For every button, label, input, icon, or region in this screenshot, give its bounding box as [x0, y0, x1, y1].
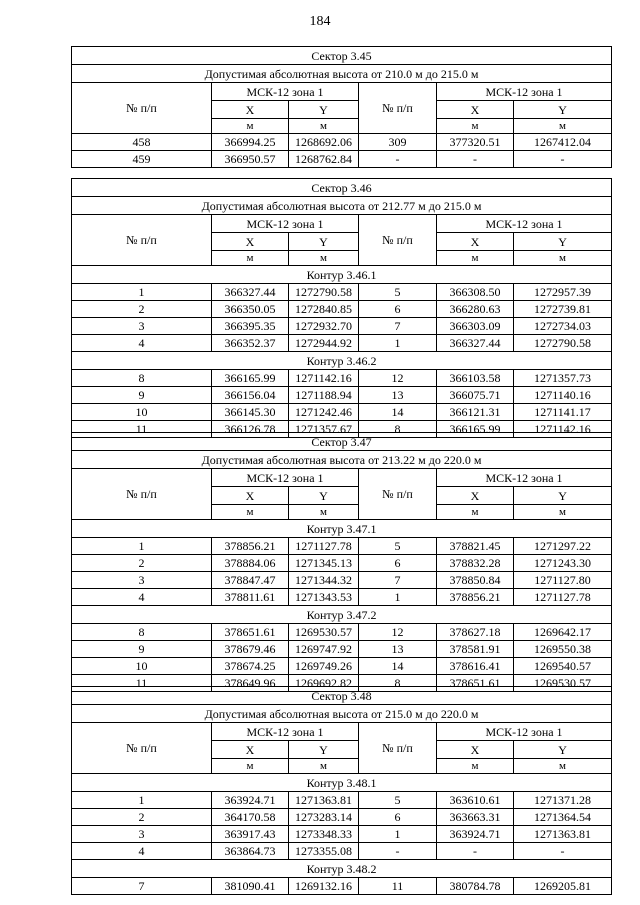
col-header-x: X — [212, 741, 289, 759]
point-number: 1 — [359, 589, 437, 606]
unit-label: м — [437, 119, 514, 134]
coord-x: 366950.57 — [212, 151, 289, 168]
point-number: 14 — [359, 658, 437, 675]
point-number: 5 — [359, 792, 437, 809]
point-number: 1 — [359, 826, 437, 843]
unit-label: м — [289, 251, 359, 266]
coord-x: 378627.18 — [437, 624, 514, 641]
contour-label: Контур 3.47.1 — [72, 520, 612, 538]
point-number: 9 — [72, 641, 212, 658]
coord-y: 1269205.81 — [514, 878, 612, 895]
col-header-num: № п/п — [359, 469, 437, 520]
coord-x: 363864.73 — [212, 843, 289, 860]
coord-x: 363917.43 — [212, 826, 289, 843]
point-number: 12 — [359, 624, 437, 641]
point-number: 1 — [72, 538, 212, 555]
table-row — [72, 809, 612, 826]
unit-label: м — [289, 119, 359, 134]
header-row — [72, 83, 612, 101]
coord-y: 1273348.33 — [289, 826, 359, 843]
coord-y: 1271371.28 — [514, 792, 612, 809]
point-number: 8 — [359, 675, 437, 692]
table-row — [72, 843, 612, 860]
coord-x: 366352.37 — [212, 335, 289, 352]
table-row — [72, 589, 612, 606]
point-number: 1 — [72, 792, 212, 809]
coord-y: 1271343.53 — [289, 589, 359, 606]
table-row — [72, 555, 612, 572]
height-range-row — [72, 65, 612, 83]
coord-x: 378856.21 — [437, 589, 514, 606]
unit-label: м — [514, 505, 612, 520]
point-number: 458 — [72, 134, 212, 151]
table-row — [72, 878, 612, 895]
coord-x: 363924.71 — [437, 826, 514, 843]
point-number: 7 — [359, 318, 437, 335]
unit-label: м — [514, 251, 612, 266]
point-number: 459 — [72, 151, 212, 168]
point-number: 3 — [72, 318, 212, 335]
coord-x: 366145.30 — [212, 404, 289, 421]
table-row — [72, 572, 612, 589]
coord-x: 366327.44 — [212, 284, 289, 301]
coord-y: 1273283.14 — [289, 809, 359, 826]
coord-y: 1269550.38 — [514, 641, 612, 658]
unit-label: м — [437, 251, 514, 266]
coord-y: - — [514, 151, 612, 168]
header-row — [72, 723, 612, 741]
coord-x: 378821.45 — [437, 538, 514, 555]
coord-y: 1271357.73 — [514, 370, 612, 387]
sector-title-row — [72, 687, 612, 705]
coord-y: 1268762.84 — [289, 151, 359, 168]
coord-y: 1268692.06 — [289, 134, 359, 151]
col-header-x: X — [212, 233, 289, 251]
sector-table — [71, 178, 612, 438]
header-row — [72, 215, 612, 233]
coord-y: 1271242.46 — [289, 404, 359, 421]
coord-x: 378832.28 — [437, 555, 514, 572]
unit-label: м — [514, 119, 612, 134]
point-number: 12 — [359, 370, 437, 387]
col-header-y: Y — [289, 233, 359, 251]
header-row — [72, 469, 612, 487]
table-row — [72, 641, 612, 658]
col-header-y: Y — [514, 487, 612, 505]
coord-y: 1271297.22 — [514, 538, 612, 555]
point-number: 1 — [72, 284, 212, 301]
coord-x: 378847.47 — [212, 572, 289, 589]
point-number: 309 — [359, 134, 437, 151]
coord-x: 378651.61 — [212, 624, 289, 641]
point-number: 11 — [72, 675, 212, 692]
coord-x: 366126.78 — [212, 421, 289, 438]
height-range-row — [72, 451, 612, 469]
crs-label: МСК-12 зона 1 — [212, 469, 359, 487]
col-header-num: № п/п — [72, 469, 212, 520]
point-number: 8 — [72, 624, 212, 641]
point-number: 11 — [359, 878, 437, 895]
point-number: 4 — [72, 589, 212, 606]
coord-x: 366327.44 — [437, 335, 514, 352]
col-header-y: Y — [289, 487, 359, 505]
table-row — [72, 792, 612, 809]
point-number: 5 — [359, 284, 437, 301]
sector-title: Сектор 3.47 — [72, 433, 612, 451]
coord-x: 366121.31 — [437, 404, 514, 421]
contour-label: Контур 3.46.1 — [72, 266, 612, 284]
coord-y: 1272739.81 — [514, 301, 612, 318]
point-number: 13 — [359, 387, 437, 404]
table-row — [72, 134, 612, 151]
coord-y: 1272734.03 — [514, 318, 612, 335]
coord-y: 1273355.08 — [289, 843, 359, 860]
coord-y: 1267412.04 — [514, 134, 612, 151]
coord-y: 1271141.17 — [514, 404, 612, 421]
coord-x: 377320.51 — [437, 134, 514, 151]
height-range-row — [72, 197, 612, 215]
crs-label: МСК-12 зона 1 — [437, 723, 612, 741]
coord-y: 1272790.58 — [514, 335, 612, 352]
coord-x: 366303.09 — [437, 318, 514, 335]
point-number: - — [359, 843, 437, 860]
coord-x: 381090.41 — [212, 878, 289, 895]
coord-y: - — [514, 843, 612, 860]
unit-label: м — [437, 759, 514, 774]
crs-label: МСК-12 зона 1 — [437, 469, 612, 487]
coord-y: 1269540.57 — [514, 658, 612, 675]
point-number: 2 — [72, 809, 212, 826]
coord-x: 378581.91 — [437, 641, 514, 658]
coord-y: 1269530.57 — [514, 675, 612, 692]
point-number: 7 — [72, 878, 212, 895]
coord-y: 1272790.58 — [289, 284, 359, 301]
point-number: 6 — [359, 555, 437, 572]
coord-y: 1271127.78 — [289, 538, 359, 555]
unit-label: м — [212, 119, 289, 134]
unit-label: м — [289, 759, 359, 774]
col-header-x: X — [437, 233, 514, 251]
coord-x: - — [437, 843, 514, 860]
col-header-y: Y — [514, 741, 612, 759]
coord-x: 363924.71 — [212, 792, 289, 809]
coord-x: 378651.61 — [437, 675, 514, 692]
unit-label: м — [212, 251, 289, 266]
point-number: 9 — [72, 387, 212, 404]
contour-label: Контур 3.47.2 — [72, 606, 612, 624]
col-header-num: № п/п — [359, 215, 437, 266]
crs-label: МСК-12 зона 1 — [437, 83, 612, 101]
coord-x: 366994.25 — [212, 134, 289, 151]
col-header-num: № п/п — [72, 723, 212, 774]
unit-label: м — [437, 505, 514, 520]
contour-label: Контур 3.48.2 — [72, 860, 612, 878]
coord-x: 378884.06 — [212, 555, 289, 572]
point-number: 3 — [72, 572, 212, 589]
height-range: Допустимая абсолютная высота от 210.0 м до 215.0 м — [72, 65, 612, 83]
coord-y: 1271363.81 — [289, 792, 359, 809]
sector-table — [71, 686, 612, 895]
coord-y: 1271127.80 — [514, 572, 612, 589]
table-row — [72, 301, 612, 318]
page-number: 184 — [309, 14, 331, 29]
col-header-x: X — [437, 741, 514, 759]
coord-x: 366156.04 — [212, 387, 289, 404]
coord-x: 378856.21 — [212, 538, 289, 555]
sector-title-row — [72, 47, 612, 65]
point-number: 7 — [359, 572, 437, 589]
coord-x: 378674.25 — [212, 658, 289, 675]
sector-title: Сектор 3.46 — [72, 179, 612, 197]
contour-row — [72, 774, 612, 792]
coord-x: 363610.61 — [437, 792, 514, 809]
col-header-y: Y — [289, 741, 359, 759]
coord-x: 366103.58 — [437, 370, 514, 387]
sector-title: Сектор 3.45 — [72, 47, 612, 65]
coord-y: 1271364.54 — [514, 809, 612, 826]
point-number: 2 — [72, 301, 212, 318]
coord-y: 1272840.85 — [289, 301, 359, 318]
point-number: 11 — [72, 421, 212, 438]
point-number: - — [359, 151, 437, 168]
height-range: Допустимая абсолютная высота от 215.0 м до 220.0 м — [72, 705, 612, 723]
table-row — [72, 826, 612, 843]
col-header-y: Y — [514, 233, 612, 251]
crs-label: МСК-12 зона 1 — [437, 215, 612, 233]
point-number: 13 — [359, 641, 437, 658]
col-header-num: № п/п — [72, 215, 212, 266]
coord-y: 1269642.17 — [514, 624, 612, 641]
coord-x: 366350.05 — [212, 301, 289, 318]
coord-y: 1269747.92 — [289, 641, 359, 658]
coord-x: 363663.31 — [437, 809, 514, 826]
col-header-num: № п/п — [359, 83, 437, 134]
col-header-x: X — [212, 101, 289, 119]
crs-label: МСК-12 зона 1 — [212, 215, 359, 233]
coord-y: 1272944.92 — [289, 335, 359, 352]
coord-y: 1271357.67 — [289, 421, 359, 438]
coord-y: 1269132.16 — [289, 878, 359, 895]
unit-label: м — [514, 759, 612, 774]
coord-y: 1271344.32 — [289, 572, 359, 589]
coord-x: 378850.84 — [437, 572, 514, 589]
coord-x: 378616.41 — [437, 658, 514, 675]
coord-x: 364170.58 — [212, 809, 289, 826]
col-header-num: № п/п — [72, 83, 212, 134]
coord-x: 366280.63 — [437, 301, 514, 318]
coord-x: 366308.50 — [437, 284, 514, 301]
coord-x: 380784.78 — [437, 878, 514, 895]
contour-row — [72, 860, 612, 878]
table-row — [72, 538, 612, 555]
point-number: 6 — [359, 301, 437, 318]
coord-x: 366395.35 — [212, 318, 289, 335]
height-range: Допустимая абсолютная высота от 213.22 м до 220.0 м — [72, 451, 612, 469]
sector-title-row — [72, 433, 612, 451]
height-range: Допустимая абсолютная высота от 212.77 м до 215.0 м — [72, 197, 612, 215]
col-header-num: № п/п — [359, 723, 437, 774]
unit-label: м — [289, 505, 359, 520]
point-number: 3 — [72, 826, 212, 843]
point-number: 8 — [72, 370, 212, 387]
coord-y: 1269692.82 — [289, 675, 359, 692]
coord-x: 366075.71 — [437, 387, 514, 404]
table-row — [72, 658, 612, 675]
point-number: 5 — [359, 538, 437, 555]
point-number: 14 — [359, 404, 437, 421]
point-number: 4 — [72, 843, 212, 860]
coord-x: 378679.46 — [212, 641, 289, 658]
coord-y: 1271363.81 — [514, 826, 612, 843]
height-range-row — [72, 705, 612, 723]
contour-row — [72, 266, 612, 284]
coord-y: 1271142.16 — [514, 421, 612, 438]
sector-title-row — [72, 179, 612, 197]
col-header-x: X — [437, 487, 514, 505]
point-number: 1 — [359, 335, 437, 352]
coord-x: 378811.61 — [212, 589, 289, 606]
contour-row — [72, 520, 612, 538]
point-number: 2 — [72, 555, 212, 572]
sector-table — [71, 432, 612, 692]
contour-row — [72, 606, 612, 624]
col-header-x: X — [437, 101, 514, 119]
unit-label: м — [212, 505, 289, 520]
coord-y: 1269749.26 — [289, 658, 359, 675]
coord-x: 378649.96 — [212, 675, 289, 692]
point-number: 10 — [72, 658, 212, 675]
table-row — [72, 284, 612, 301]
table-row — [72, 151, 612, 168]
coord-y: 1272932.70 — [289, 318, 359, 335]
table-row — [72, 335, 612, 352]
table-row — [72, 387, 612, 404]
coord-y: 1272957.39 — [514, 284, 612, 301]
coord-y: 1271243.30 — [514, 555, 612, 572]
coord-x: - — [437, 151, 514, 168]
coord-y: 1271345.13 — [289, 555, 359, 572]
contour-row — [72, 352, 612, 370]
coord-y: 1271142.16 — [289, 370, 359, 387]
table-row — [72, 624, 612, 641]
sector-title: Сектор 3.48 — [72, 687, 612, 705]
coord-y: 1271140.16 — [514, 387, 612, 404]
col-header-y: Y — [289, 101, 359, 119]
table-row — [72, 404, 612, 421]
point-number: 10 — [72, 404, 212, 421]
coord-x: 366165.99 — [212, 370, 289, 387]
point-number: 4 — [72, 335, 212, 352]
coord-x: 366165.99 — [437, 421, 514, 438]
sector-table — [71, 46, 612, 168]
crs-label: МСК-12 зона 1 — [212, 723, 359, 741]
coord-y: 1269530.57 — [289, 624, 359, 641]
coord-y: 1271188.94 — [289, 387, 359, 404]
contour-label: Контур 3.48.1 — [72, 774, 612, 792]
crs-label: МСК-12 зона 1 — [212, 83, 359, 101]
table-row — [72, 318, 612, 335]
point-number: 6 — [359, 809, 437, 826]
contour-label: Контур 3.46.2 — [72, 352, 612, 370]
coord-y: 1271127.78 — [514, 589, 612, 606]
unit-label: м — [212, 759, 289, 774]
point-number: 8 — [359, 421, 437, 438]
col-header-x: X — [212, 487, 289, 505]
col-header-y: Y — [514, 101, 612, 119]
table-row — [72, 370, 612, 387]
